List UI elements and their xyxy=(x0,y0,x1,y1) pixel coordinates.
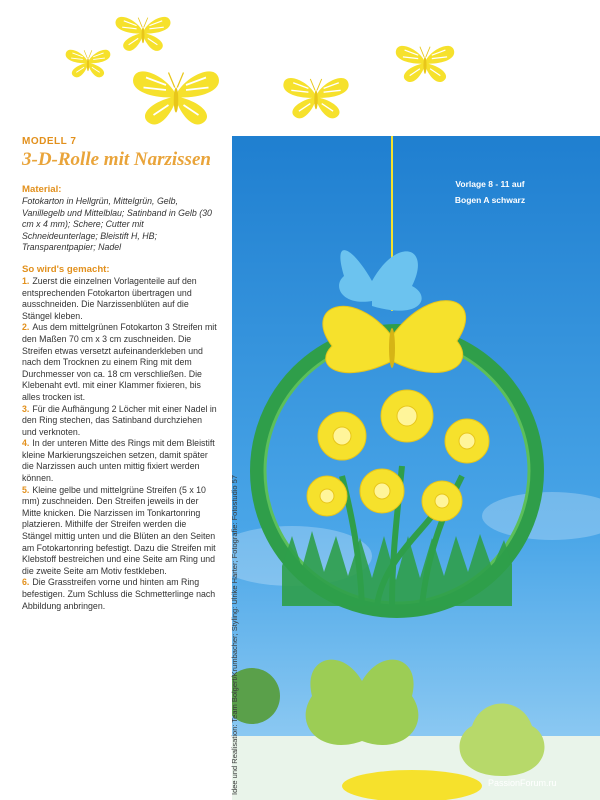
step-number: 3. xyxy=(22,403,30,414)
step-text: Aus dem mittelgrünen Fotokarton 3 Streifen mit den Maßen 70 cm x 3 cm zuschneiden. Die Streifen etwas versetzt aufeinanderkleben und nach dem Trocknen zu einem Ring mit dem Durchmesser von ca. 18 cm verschließen. Die Klebenaht evtl. mit einer Klammer fixieren, bis alles trocken ist. xyxy=(22,322,217,402)
butterfly-icon xyxy=(66,50,111,78)
instruction-steps xyxy=(22,276,218,612)
step-text: Für die Aufhängung 2 Löcher mit einer Nadel in den Ring stechen, das Satinband durchziehen und verknoten. xyxy=(22,403,217,437)
step-item xyxy=(22,485,218,578)
step-number: 4. xyxy=(22,438,30,449)
step-number: 6. xyxy=(22,577,30,588)
pattern-reference-line2: Bogen A schwarz xyxy=(454,195,526,205)
pattern-reference xyxy=(440,176,540,208)
butterfly-icon xyxy=(115,17,170,51)
step-item xyxy=(22,322,218,403)
material-list: Fotokarton in Hellgrün, Mittelgrün, Gelb, Vanillegelb und Mittelblau; Satinband in Gelb (30 cm x 4 mm); Schere; Cutter mit Schneideunterlage; Bleistift H, HB; Transparentpapier; Nadel xyxy=(22,196,212,253)
instructions-heading: So wird's gemacht: xyxy=(22,263,110,275)
step-text: Kleine gelbe und mittelgrüne Streifen (5 x 10 mm) zuschneiden. Den Streifen jeweils in der Mitte knicken. Die Narzissen im Tonkartonring platzieren. Mithilfe der Streifen werden die Stängel mittig unten und die Blüten an den Seiten am Fotokartonring befestigt. Dazu die Streifen mit Klebstoff bestreichen und eine Seite am Ring und die zweite Seite am Motiv festkleben. xyxy=(22,484,216,576)
material-heading: Material: xyxy=(22,184,62,195)
project-photo xyxy=(232,136,600,800)
pattern-reference-line1: Vorlage 8 - 11 auf xyxy=(455,179,525,189)
step-item xyxy=(22,404,218,439)
step-item xyxy=(22,438,218,484)
watermark: PassionForum.ru xyxy=(488,778,557,788)
step-text: Zuerst die einzelnen Vorlagenteile auf den entsprechenden Fotokarton übertragen und ausschneiden. Die Narzissenblüten auf die Stängel kleben. xyxy=(22,275,197,321)
step-number: 1. xyxy=(22,275,30,286)
butterfly-icon xyxy=(133,71,219,124)
butterfly-decorations xyxy=(0,0,600,140)
step-number: 2. xyxy=(22,322,30,333)
photo-credit-text: Idee und Realisation: Team Bolgert/Krumbacher; Styling: Ulrike Harter; Fotografie: Fotostudio 57 xyxy=(230,474,239,795)
instruction-column xyxy=(22,136,218,612)
page-title: 3-D-Rolle mit Narzissen xyxy=(22,149,211,170)
step-number: 5. xyxy=(22,484,30,495)
model-label: MODELL 7 xyxy=(22,136,77,147)
photo-credit xyxy=(218,375,239,795)
step-item xyxy=(22,577,218,612)
step-text: In der unteren Mitte des Rings mit dem Bleistift kleine Markierungszeichen setzen, damit später die Narzissen auch unten mittig fixiert werden können. xyxy=(22,438,215,484)
step-item xyxy=(22,276,218,322)
butterfly-icon xyxy=(283,78,348,118)
step-text: Die Grasstreifen vorne und hinten am Ring befestigen. Zum Schluss die Schmetterlinge nach Abbildung anbringen. xyxy=(22,577,216,611)
butterfly-icon xyxy=(396,46,454,82)
